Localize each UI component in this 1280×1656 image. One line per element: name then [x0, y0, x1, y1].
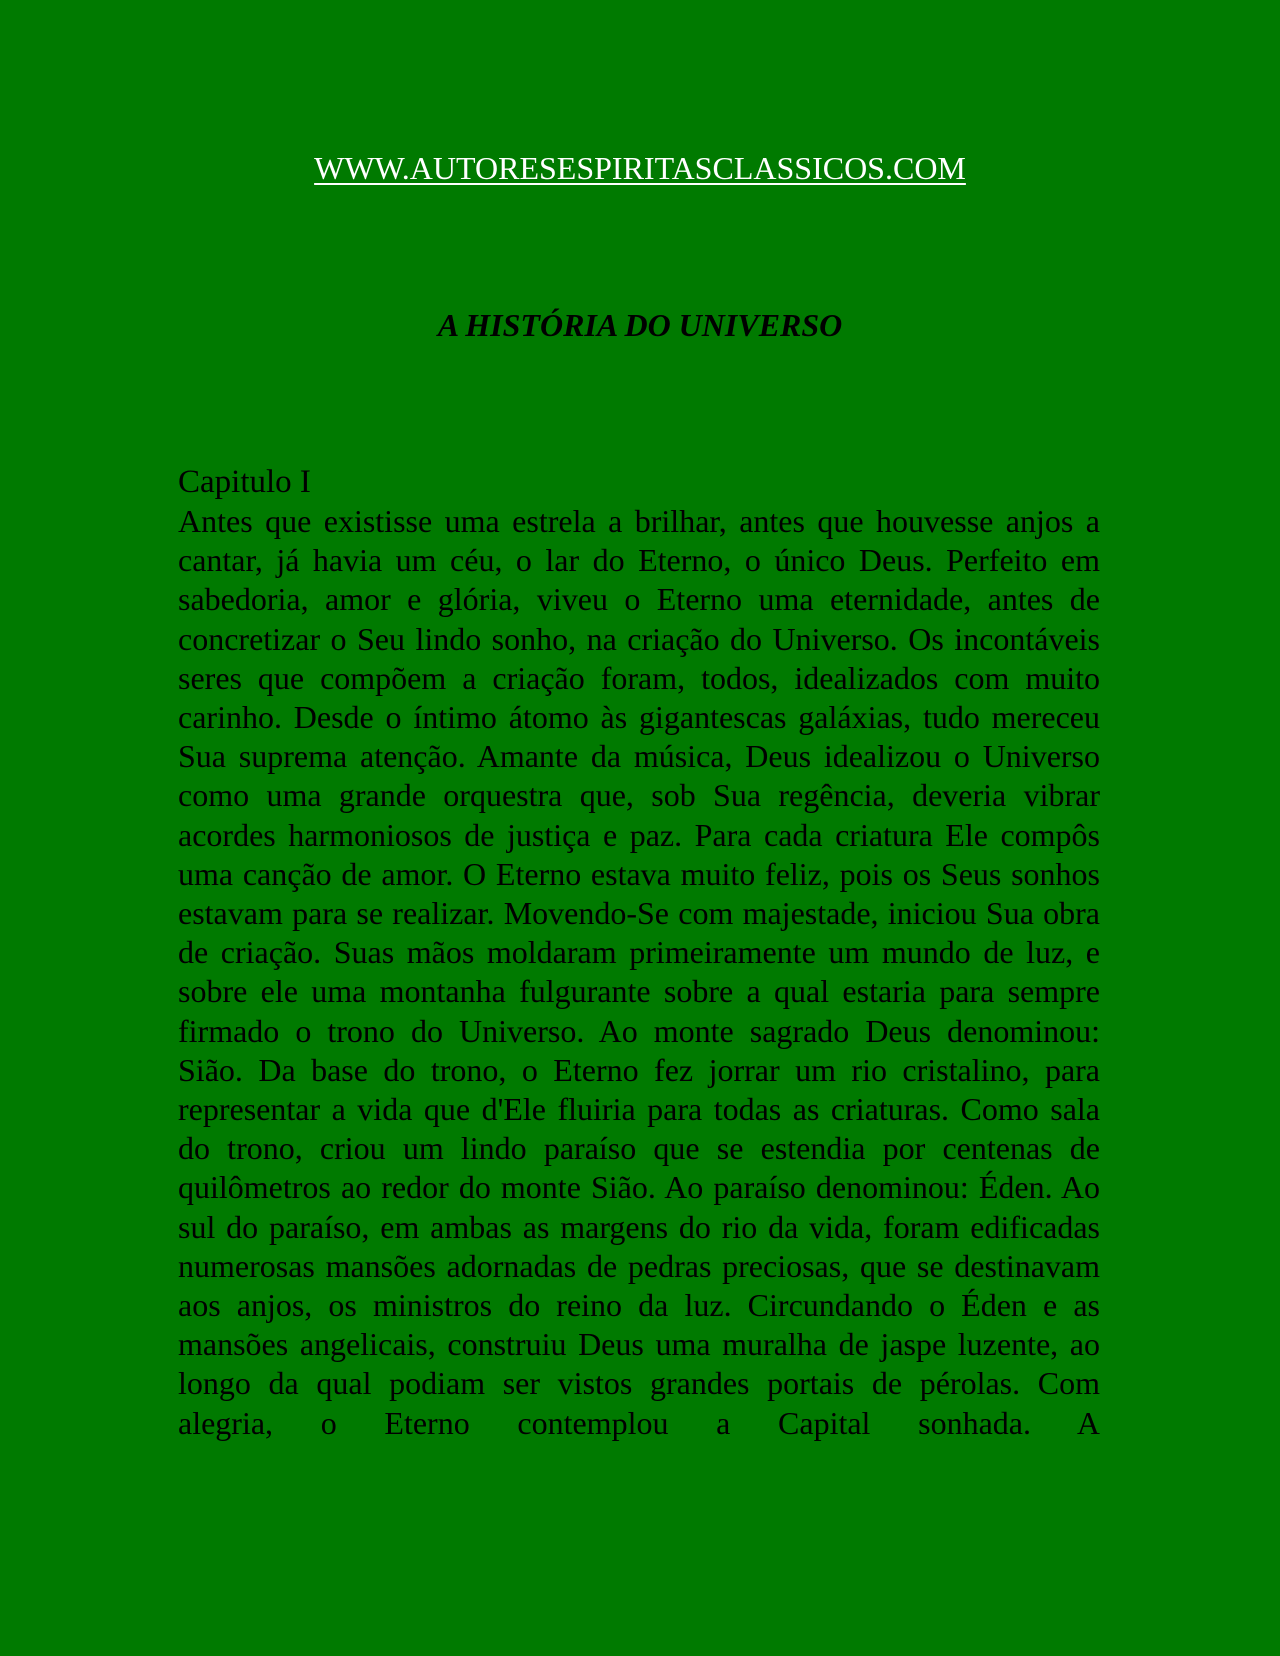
site-link[interactable]: WWW.AUTORESESPIRITASCLASSICOS.COM	[314, 150, 966, 186]
page-title: A HISTÓRIA DO UNIVERSO	[437, 307, 843, 343]
body-paragraph: Antes que existisse uma estrela a brilhar, antes que houvesse anjos a cantar, já havia um céu, o lar do Eterno, o único Deus. Perfeito em sabedoria, amor e glória, viveu o Eterno uma eternidade, antes de concretizar o Seu lindo sonho, na criação do Universo. Os incontáveis seres que compõem a criação foram, todos, idealizados com muito carinho. Desde o íntimo átomo às gigantescas galáxias, tudo mereceu Sua suprema atenção. Amante da música, Deus idealizou o Universo como uma grande orquestra que, sob Sua regência, deveria vibrar acordes harmoniosos de justiça e paz. Para cada criatura Ele compôs uma canção de amor. O Eterno estava muito feliz, pois os Seus sonhos estavam para se realizar. Movendo-Se com majestade, iniciou Sua obra de criação. Suas mãos moldaram primeiramente um mundo de luz, e sobre ele uma montanha fulgurante sobre a qual estaria para sempre firmado o trono do Universo. Ao monte sagrado Deus denominou: Sião. Da base do trono, o Eterno fez jorrar um rio cristalino, para representar a vida que d'Ele fluiria para todas as criaturas. Como sala do trono, criou um lindo paraíso que se estendia por centenas de quilômetros ao redor do monte Sião. Ao paraíso denominou: Éden. Ao sul do paraíso, em ambas as margens do rio da vida, foram edificadas numerosas mansões adornadas de pedras preciosas, que se destinavam aos anjos, os ministros do reino da luz. Circundando o Éden e as mansões angelicais, construiu Deus uma muralha de jaspe luzente, ao longo da qual podiam ser vistos grandes portais de pérolas. Com alegria, o Eterno contemplou a Capital sonhada. A	[178, 503, 1100, 1441]
chapter-heading: Capitulo I	[178, 464, 311, 500]
